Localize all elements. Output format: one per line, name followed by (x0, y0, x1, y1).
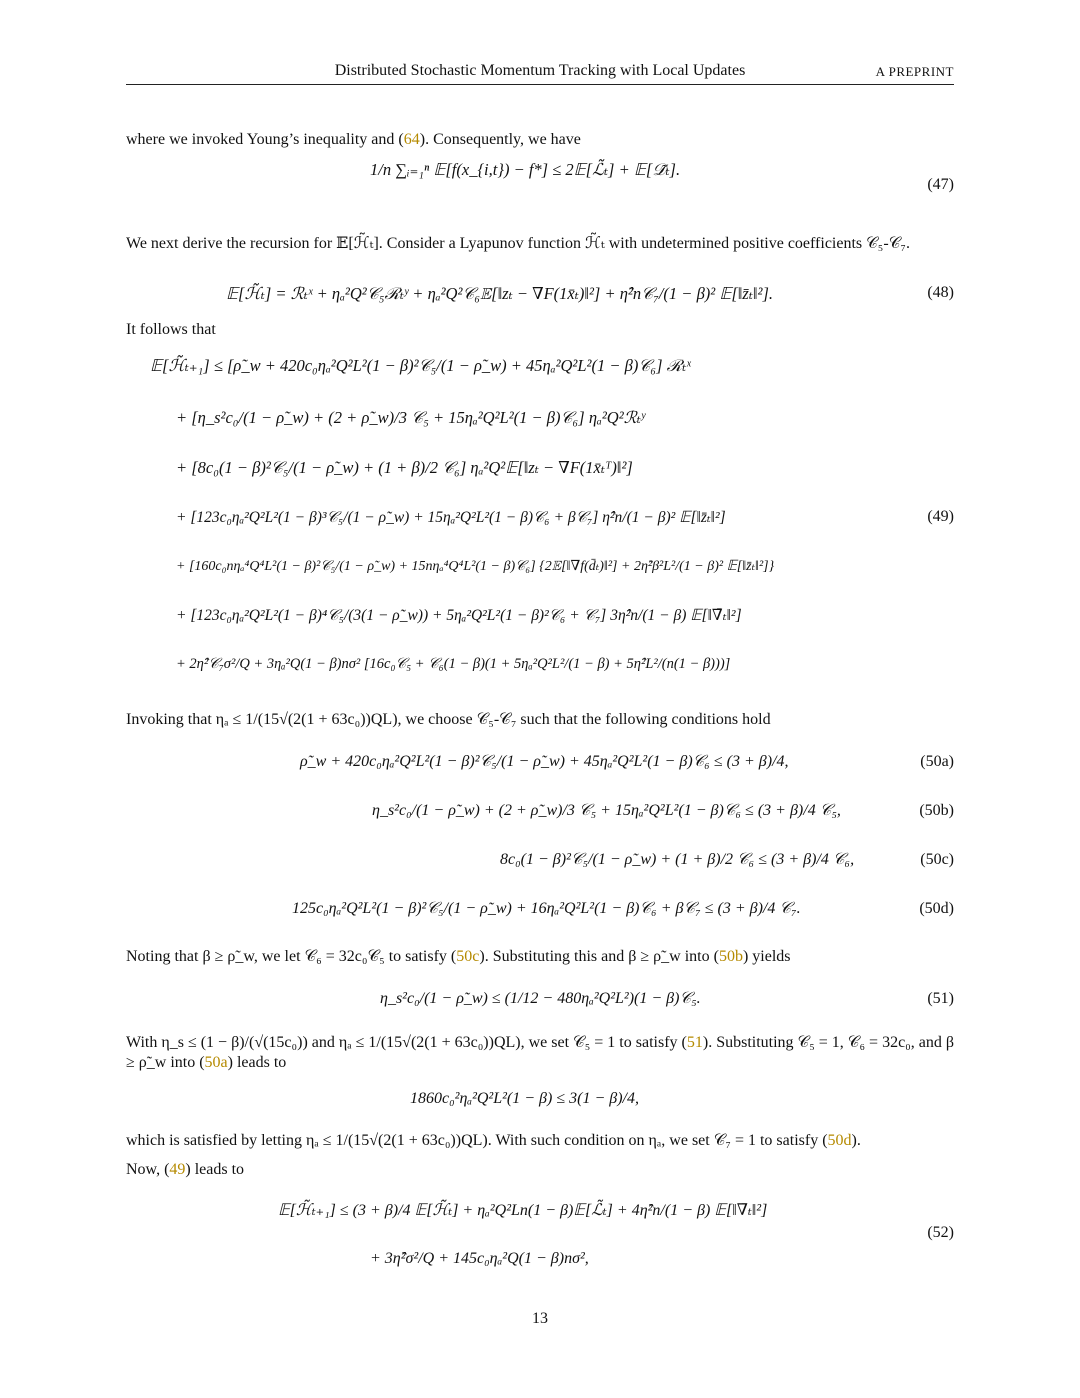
equation-49-line-7: + 2η̂²𝒞₇σ²/Q + 3ηₐ²Q(1 − β)nσ² [16c₀𝒞₅ + 𝒞₆(1 − β)(1 + 5ηₐ²Q²L²/(1 − β) + 5η̂²L²/(n(1 − β)))] (176, 656, 731, 672)
text-span: Noting that β ≥ ρ̃_w, we let 𝒞₆ = 32c₀𝒞₅ to satisfy ( (126, 948, 457, 965)
paragraph-satisfied (126, 1131, 954, 1151)
text-span: which is satisfied by letting ηₐ ≤ 1/(15√(2(1 + 63c₀))QL). With such condition on ηₐ, we set 𝒞₇ = 1 to satisfy ( (126, 1132, 828, 1149)
equation-unnumbered: 1860c₀²ηₐ²Q²L²(1 − β) ≤ 3(1 − β)/4, (410, 1090, 639, 1107)
equation-49-line-1: 𝔼[ℋ̃ₜ₊₁] ≤ [ρ̃_w + 420c₀ηₐ²Q²L²(1 − β)²𝒞₅/(1 − ρ̃_w) + 45ηₐ²Q²L²(1 − β)𝒞₆] ℛₜˣ (150, 356, 691, 375)
text-span: ). Consequently, we have (419, 131, 581, 148)
equation-number-50c: (50c) (920, 851, 954, 868)
paragraph-invoking: Invoking that ηₐ ≤ 1/(15√(2(1 + 63c₀))QL), we choose 𝒞₅-𝒞₇ such that the following conditions hold (126, 711, 771, 728)
text-span: ). Substituting 𝒞₅ = 1, 𝒞₆ = 32c₀, and β ≥ ρ̃_w into ( (126, 1034, 954, 1071)
ref-link-64[interactable]: 64 (403, 131, 420, 148)
equation-49-line-6: + [123c₀ηₐ²Q²L²(1 − β)⁴𝒞₅/(3(1 − ρ̃_w)) + 5ηₐ²Q²L²(1 − β)²𝒞₆ + 𝒞₇] 3η̂²n/(1 − β) 𝔼[‖∇̄ₜ‖²] (176, 607, 742, 624)
equation-47: 1/n ∑ᵢ₌₁ⁿ 𝔼[f(x_{i,t}) − f*] ≤ 2𝔼[ℒ̃ₜ] + 𝔼[𝒟̃ₜ]. (370, 160, 681, 179)
ref-link-51[interactable]: 51 (686, 1034, 703, 1051)
running-title: Distributed Stochastic Momentum Tracking with Local Updates (334, 62, 746, 79)
text-span: ). (851, 1132, 861, 1149)
equation-50a: ρ̃_w + 420c₀ηₐ²Q²L²(1 − β)²𝒞₅/(1 − ρ̃_w) + 45ηₐ²Q²L²(1 − β)𝒞₆ ≤ (3 + β)/4, (300, 753, 789, 770)
paragraph-with-eta (126, 1033, 954, 1073)
equation-number-48: (48) (927, 284, 954, 301)
equation-52-line-1: 𝔼[ℋ̃ₜ₊₁] ≤ (3 + β)/4 𝔼[ℋ̃ₜ] + ηₐ²Q²Ln(1 − β)𝔼[ℒ̃ₜ] + 4η̂²n/(1 − β) 𝔼[‖∇̄ₜ‖²] (278, 1202, 768, 1219)
paragraph-now (126, 1160, 954, 1180)
paragraph-follows: It follows that (126, 321, 216, 338)
equation-49-line-2: + [η_s²c₀/(1 − ρ̃_w) + (2 + ρ̃_w)/3 𝒞₅ + 15ηₐ²Q²L²(1 − β)𝒞₆] ηₐ²Q²ℛₜʸ (176, 408, 646, 427)
equation-number-52: (52) (927, 1224, 954, 1241)
equation-49-line-5: + [160c₀nηₐ⁴Q⁴L²(1 − β)²𝒞₅/(1 − ρ̃_w) + 15nηₐ⁴Q⁴L²(1 − β)𝒞₆] {2𝔼[‖∇f(d̄ₜ)‖²] + 2η̂²β²L²/(1 − β)² 𝔼[‖z̄ₜ‖²]} (176, 559, 775, 574)
ref-link-50d[interactable]: 50d (827, 1132, 852, 1149)
equation-number-47: (47) (927, 176, 954, 193)
equation-number-49: (49) (927, 508, 954, 525)
equation-50d: 125c₀ηₐ²Q²L²(1 − β)²𝒞₅/(1 − ρ̃_w) + 16ηₐ²Q²L²(1 − β)𝒞₆ + β𝒞₇ ≤ (3 + β)/4 𝒞₇. (292, 900, 801, 917)
equation-number-50a: (50a) (920, 753, 954, 770)
text-span: ) yields (742, 948, 791, 965)
equation-50c: 8c₀(1 − β)²𝒞₅/(1 − ρ̃_w) + (1 + β)/2 𝒞₆ ≤ (3 + β)/4 𝒞₆, (500, 851, 855, 868)
equation-51: η_s²c₀/(1 − ρ̃_w) ≤ (1/12 − 480ηₐ²Q²L²)(1 − β)𝒞₅. (380, 990, 701, 1007)
equation-49-line-3: + [8c₀(1 − β)²𝒞₅/(1 − ρ̃_w) + (1 + β)/2 𝒞₆] ηₐ²Q²𝔼[‖zₜ − ∇F(1x̄ₜᵀ)‖²] (176, 458, 633, 477)
header-rule (126, 84, 954, 85)
text-span: ). Substituting this and β ≥ ρ̃_w into ( (479, 948, 719, 965)
text-span: With η_s ≤ (1 − β)/(√(15c₀)) and ηₐ ≤ 1/(15√(2(1 + 63c₀))QL), we set 𝒞₅ = 1 to satisfy ( (126, 1034, 687, 1051)
preprint-label: A PREPRINT (875, 64, 954, 79)
equation-50b: η_s²c₀/(1 − ρ̃_w) + (2 + ρ̃_w)/3 𝒞₅ + 15ηₐ²Q²L²(1 − β)𝒞₆ ≤ (3 + β)/4 𝒞₅, (372, 802, 841, 819)
text-span: ) leads to (227, 1054, 287, 1071)
equation-48: 𝔼[ℋ̃ₜ] = ℛₜˣ + ηₐ²Q²𝒞₅ℛₜʸ + ηₐ²Q²𝒞₆𝔼[‖zₜ − ∇F(1x̄ₜ)‖²] + η̂²n𝒞₇/(1 − β)² 𝔼[‖z̄ₜ‖²]. (226, 284, 774, 303)
page-number: 13 (532, 1310, 548, 1327)
equation-number-51: (51) (927, 990, 954, 1007)
paragraph-noting (126, 947, 954, 967)
text-span: Now, ( (126, 1161, 170, 1178)
text-span: ) leads to (185, 1161, 245, 1178)
text-span: where we invoked Young’s inequality and ( (126, 131, 404, 148)
paragraph-young (126, 130, 954, 150)
ref-link-50a[interactable]: 50a (204, 1054, 228, 1071)
equation-49-line-4: + [123c₀ηₐ²Q²L²(1 − β)³𝒞₅/(1 − ρ̃_w) + 15ηₐ²Q²L²(1 − β)𝒞₆ + β𝒞₇] η̂²n/(1 − β)² 𝔼[‖z̄ₜ‖²] (176, 509, 726, 526)
ref-link-49[interactable]: 49 (169, 1161, 186, 1178)
ref-link-50b[interactable]: 50b (718, 948, 743, 965)
paragraph-recursion: We next derive the recursion for 𝔼[ℋ̃ₜ]. Consider a Lyapunov function ℋ̃ₜ with undetermined positive coefficients 𝒞₅-𝒞₇. (126, 235, 910, 252)
ref-link-50c[interactable]: 50c (456, 948, 480, 965)
equation-number-50b: (50b) (919, 802, 954, 819)
equation-number-50d: (50d) (919, 900, 954, 917)
equation-52-line-2: + 3η̂²σ²/Q + 145c₀ηₐ²Q(1 − β)nσ², (370, 1250, 589, 1267)
